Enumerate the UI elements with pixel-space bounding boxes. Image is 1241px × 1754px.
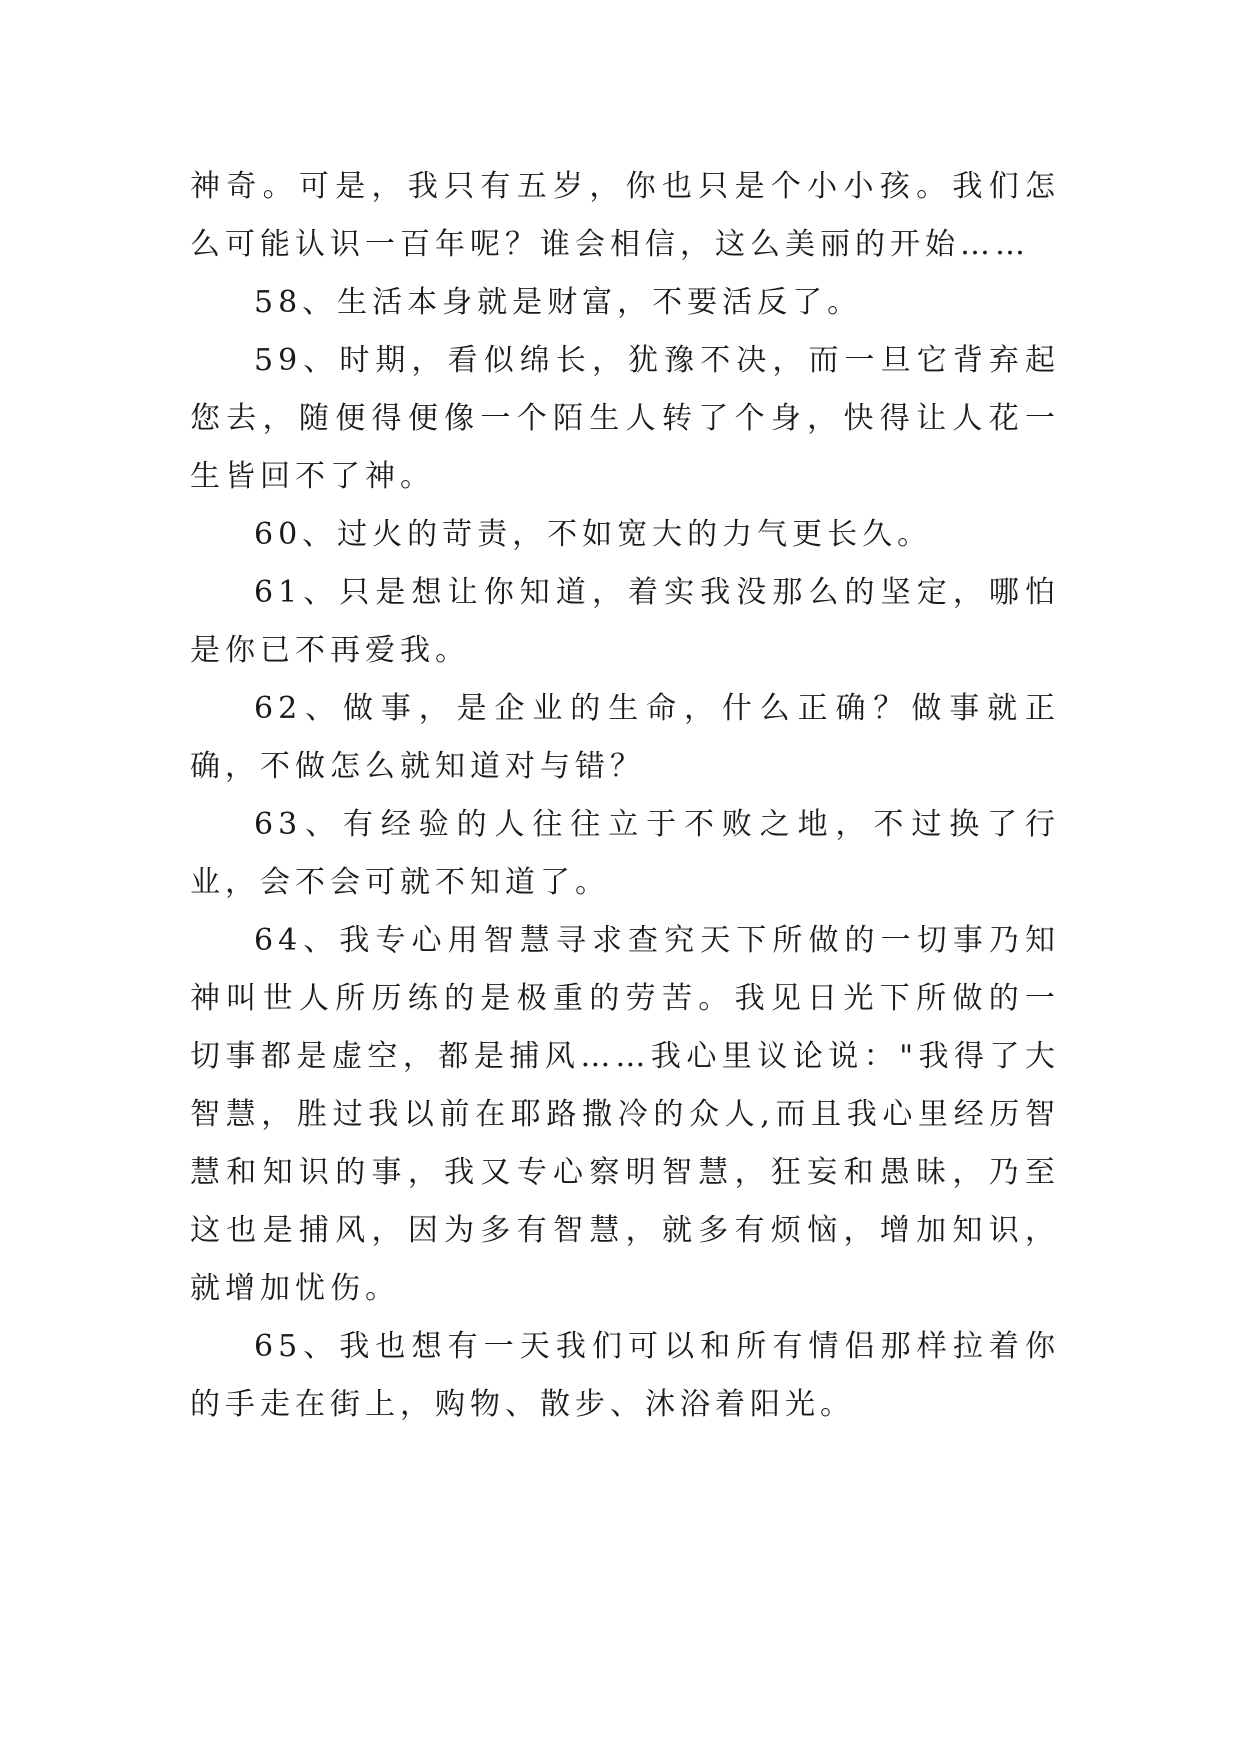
paragraph-58: 58、生活本身就是财富，不要活反了。 — [254, 285, 863, 320]
paragraph-64: 64、我专心用智慧寻求查究天下所做的一切事乃知神叫世人所历练的是极重的劳苦。我见日光下所做的一切事都是虚空，都是捕风……我心里议论说："我得了大智慧，胜过我以前在耶路撒冷的众人,而且我心里经历智慧和知识的事，我又专心察明智慧，狂妄和愚昧，乃至这也是捕风，因为多有智慧，就多有烦恼，增加知识，就增加忧伤。 — [190, 923, 1060, 1306]
paragraph-63: 63、有经验的人往往立于不败之地，不过换了行业，会不会可就不知道了。 — [190, 807, 1060, 900]
document-body — [190, 158, 1060, 1434]
paragraph-59: 59、时期，看似绵长，犹豫不决，而一旦它背弃起您去，随便得便像一个陌生人转了个身，快得让人花一生皆回不了神。 — [190, 343, 1060, 494]
paragraph-62: 62、做事，是企业的生命，什么正确？做事就正确，不做怎么就知道对与错？ — [190, 691, 1060, 784]
paragraph-60: 60、过火的苛责，不如宽大的力气更长久。 — [254, 517, 933, 552]
paragraph-continuation: 神奇。可是，我只有五岁，你也只是个小小孩。我们怎么可能认识一百年呢？谁会相信，这么美丽的开始…… — [190, 169, 1060, 262]
paragraph-61: 61、只是想让你知道，着实我没那么的坚定，哪怕是你已不再爱我。 — [190, 575, 1060, 668]
paragraph-65: 65、我也想有一天我们可以和所有情侣那样拉着你的手走在街上，购物、散步、沐浴着阳光。 — [190, 1329, 1060, 1422]
